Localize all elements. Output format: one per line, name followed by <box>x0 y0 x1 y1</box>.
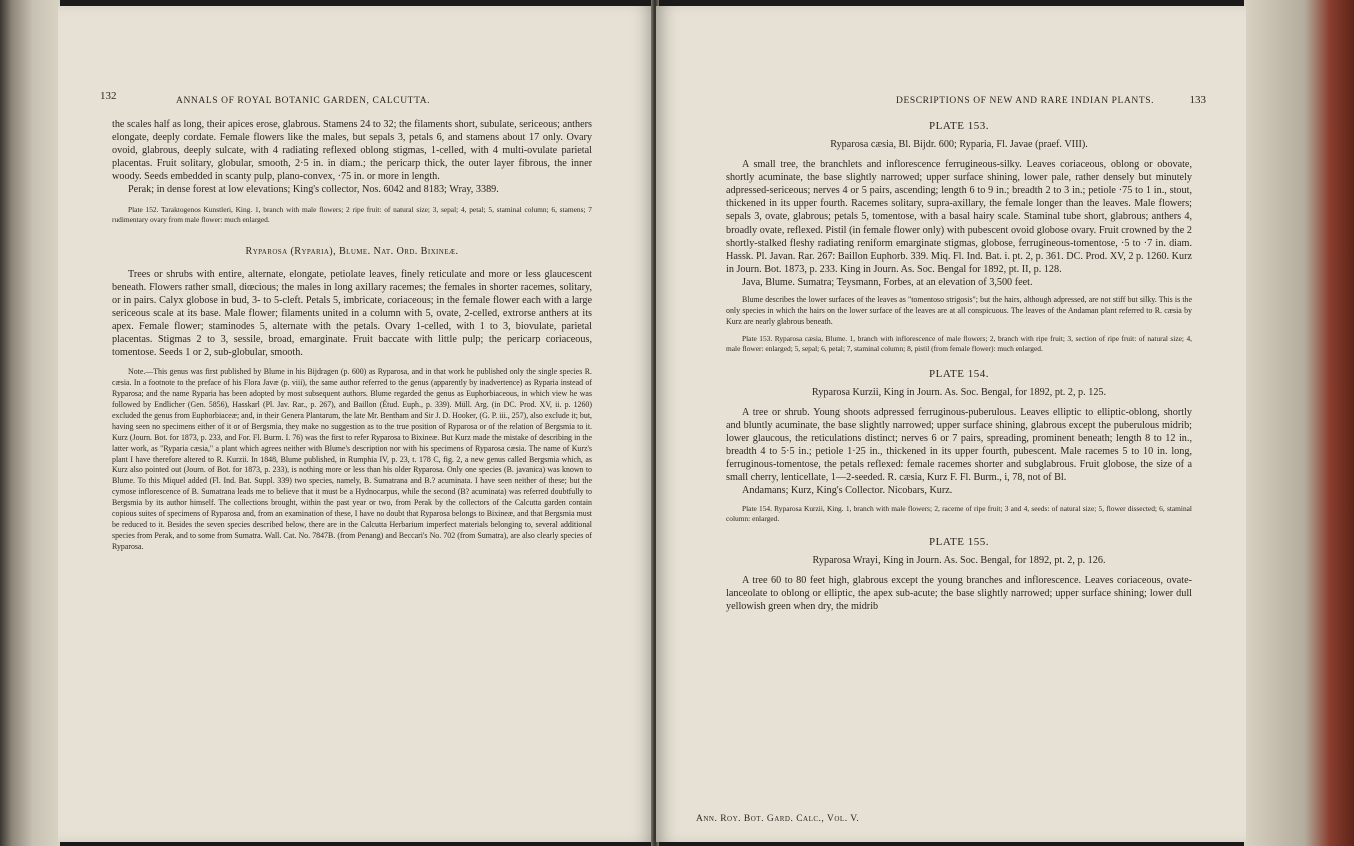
plate-154-heading: Ryparosa Kurzii, King in Journ. As. Soc. Bengal, for 1892, pt. 2, p. 125. <box>811 386 1107 398</box>
left-page-content <box>100 90 592 553</box>
plate-154-title: PLATE 154. <box>929 367 989 380</box>
right-page-footer: Ann. Roy. Bot. Gard. Calc., Vol. V. <box>696 814 860 824</box>
plate-153-description: A small tree, the branchlets and inflorescence ferrugineous-silky. Leaves coriaceous, oblong or obovate, shortly acuminate, the base slightly narrowed; upper surface shining, lower pale, rather densely but minutely adpressed-sericeous; nerves 4 or 5 pairs, ascending; length 6 to 9 in.; breadth 2 to 3 in.; petiole ·75 to 1 in., stout, thickened in its upper fourth. Racemes solitary, supra-axillary, the female longer than the leaves. Male flowers; sepals 3, ovate, glabrous; petals 5, tomentose, with a basal hairy scale. Staminal tube short, glabrous; anthers 4, broadly ovate, reflexed. Pistil (in female flower only) with pubescent ovoid globose ovary. Fruit crowned by the 2 shortly-stalked fleshy radiating reniform emarginate stigmas, globose, ferrugineous-tomentose, ·5 to ·7 in. diam. Hassk. Pl. Javan. Rar. 267: Baillon Euphorb. 339. Miq. Fl. Ind. Bat. i. pt. 2, p. 361. DC. Prod. XV, 2 p. 1260. Kurz in Journ. Bot. 1873, p. 233. King in Journ. As. Soc. Bengal for 1892, pt. II, p. 128. <box>726 159 1192 275</box>
locality-paragraph: Perak; in dense forest at low elevations; King's collector, Nos. 6042 and 8183; Wray, 3389. <box>128 184 499 196</box>
text-paragraph: the scales half as long, their apices erose, glabrous. Stamens 24 to 32; the filaments short, subulate, sericeous; anthers elongate, deeply cordate. Female flowers like the males, but sepals 3, petals 6, and stamens about 17 only. Ovary ovoid, glabrous, deeply sulcate, with 4 radiating reflexed oblong stigmas, 1-celled, with 4 multi-ovulate parietal placentas. Fruit solitary, globular, smooth, 2·5 in. in diam.; the pericarp thick, the outer layer fibrous, the inner woody. Seeds embedded in scanty pulp, plano-convex, ·75 in. or more in length. <box>112 119 592 183</box>
plate-154-description: A tree or shrub. Young shoots adpressed ferruginous-puberulous. Leaves elliptic to elliptic-oblong, shortly and bluntly acuminate, the base slightly narrowed; upper surface shining, glabrous except the puberulous midrib; lower glaucous, the reticulations distinct; nerves 6 or 7 pairs, spreading, prominent beneath; length 8 to 12 in., breadth 4 to 5·5 in.; petiole 1·25 in., thickened in its upper fourth, pubescent. Male racemes 5 to 10 in. long, ferruginous-tomentose, the petals reflexed: female racemes shorter and subglabrous. Fruit globose, the size of a small cherry, lenticellate, 1—2-seeded. R. cæsia, Kurz F. Fl. Burm., i, 78, not of Bl. <box>726 406 1192 484</box>
left-running-head <box>100 90 592 110</box>
plate-153-locality: Java, Blume. Sumatra; Teysmann, Forbes, at an elevation of 3,500 feet. <box>742 276 1033 288</box>
plate-153-heading: Ryparosa cæsia, Bl. Bijdr. 600; Ryparia, Fl. Javae (praef. VIII). <box>830 139 1088 150</box>
plate-155-description: A tree 60 to 80 feet high, glabrous except the young branches and inflorescence. Leaves coriaceous, ovate-lanceolate to oblong or elliptic, the apex sub-acute; the base slightly narrowed; upper surface shining; lower dull yellowish green when dry, the midrib <box>726 574 1192 612</box>
plate-caption: Plate 152. Taraktogenos Kunstleri, King. 1, branch with male flowers; 2 ripe fruit: of natural size; 3, sepal; 4, petal; 5, staminal column; 6, stamens; 7 rudimentary ovary from male flower: much enlarged. <box>112 204 592 224</box>
plate-153-title: PLATE 153. <box>929 120 989 132</box>
genus-heading: Ryparosa (Ryparia), Blume. Nat. Ord. Bixineæ. <box>245 245 459 257</box>
right-page <box>656 6 1246 842</box>
left-running-title: ANNALS OF ROYAL BOTANIC GARDEN, CALCUTTA. <box>176 96 431 106</box>
left-page <box>58 6 654 842</box>
genus-note: Note.—This genus was first published by Blume in his Bijdragen (p. 600) as Ryparosa, and in that work he published only the single species R. cæsia. In a footnote to the preface of his Flora Javæ (p. viii), the same author referred to the genus (apparently by inadvertence) as Ryparia instead of Ryparosa; and the name Ryparia has been adopted by most subsequent authors. Blume regarded the genus as Euphorbiaceous, in which view he was followed by Endlicher (Gen. 5856), Hasskarl (Pl. Jav. Rar., p. 267), and Baillon (Étud. Euph., p. 339). Müll. Arg. (in DC. Prod. XV, ii. p. 1260) excluded the genus from Euphorbiaceæ; and, in their Genera Plantarum, the late Mr. Bentham and Sir J. D. Hooker, (G. P. iii., 257), also exclude it; but, having seen no specimens either of it or of Bergsmia, they make no suggestion as to the true position of Ryparosa or of the relation of Bergsmia to it. Kurz (Journ. Bot. for 1873, p. 233, and For. Fl. Burm. I. 76) was the first to refer Ryparosa to Bixineæ. But Kurz made the mistake of describing in the latter work, as "Ryparia cæsia," a plant which agrees neither with Blume's description nor with his specimens of Ryparosa cæsia. The name of Kurz's plant I have therefore altered to R. Kurzii. In 1848, Blume published, in Rumphia IV, p. 23, t. 178 C, fig. 2, a new genus called Bergsmia which, as Kurz also pointed out (Journ. of Bot. for 1873, p. 233), is nothing more or less than his older Ryparosa. Only one species (B. javanica) was known to Blume. To this Miquel added (Fl. Ind. Bat. Suppl. 339) two species, namely, B. Sumatrana and B.? acuminata. I have seen neither of these; but the cymose inflorescence of B. Sumatrana leads me to believe that it must be a Hydnocarpus, while the second (B? acuminata) was referred doubtfully to Bergsmia by its author himself. The collections brought, within the past year or two, from Perak by the collectors of the Calcutta garden contain copious suites of specimens of Ryparosa and, from an examination of these, I have no doubt that Ryparosa belongs to Bixineæ, and that Bergsmia must be reduced to it. Besides the seven species described below, there are in the Calcutta Herbarium imperfect materials belonging to, several additional species from Perak, and to some from Sumatra. Wall. Cat. No. 7847B. (from Penang) and Beccari's No. 702 (from Sumatra), are also clearly species of Ryparosa. <box>112 367 592 551</box>
right-running-title: DESCRIPTIONS OF NEW AND RARE INDIAN PLANTS. <box>896 96 1155 106</box>
left-page-edges <box>0 0 60 846</box>
plate-153-note: Blume describes the lower surfaces of the leaves as "tomentoso strigosis"; but the hairs, although adpressed, are not stiff but silky. This is the only species in which the hairs on the lower surface of the leaves are at all conspicuous. The leaves of the Andaman plant referred to R. cæsia by Kurz are nearly glabrous beneath. <box>726 295 1192 326</box>
genus-description: Trees or shrubs with entire, alternate, elongate, petiolate leaves, finely reticulate and more or less glaucescent beneath. Flowers rather small, diœcious; the males in long axillary racemes; the females in shorter racemes, solitary, or in pairs. Calyx globose in bud, 3- to 5-cleft. Petals 5, imbricate, coriaceous; in the female flower each with a large sericeous scale at its base. Male flower; filaments united in a column with 5, ovate, 2-celled, extrorse anthers at its apex. Female flower; staminodes 5, alternate with the petals. Ovary 1-celled, with 1 to 3, biovulate, parietal placentas. Stigmas 2 to 3, sessile, broad, emarginate. Fruit baccate with little pulp; the pericarp coriaceous, tomentose. Seeds 1 or 2, sub-globular, smooth. <box>112 268 592 359</box>
right-page-edges <box>1244 0 1354 846</box>
right-page-number: 133 <box>1189 94 1206 106</box>
right-page-content <box>726 94 1206 613</box>
plate-154-caption: Plate 154. Ryparosa Kurzii, King. 1, branch with male flowers; 2, raceme of ripe fruit; 3 and 4, seeds: of natural size; 5, flower dissected; 6, staminal column: enlarged. <box>726 503 1192 523</box>
plate-155-heading: Ryparosa Wrayi, King in Journ. As. Soc. Bengal, for 1892, pt. 2, p. 126. <box>812 554 1106 566</box>
plate-153-caption: Plate 153. Ryparosa cæsia, Blume. 1, branch with inflorescence of male flowers; 2, branch with ripe fruit; 3, section of ripe fruit: of natural size; 4, male flower: enlarged; 5, sepal; 6, petal; 7, staminal column; 8, pistil (from female flower): much enlarged. <box>726 333 1192 353</box>
right-running-head <box>726 94 1206 112</box>
left-page-number: 132 <box>100 90 117 102</box>
plate-154-locality: Andamans; Kurz, King's Collector. Nicobars, Kurz. <box>742 485 953 497</box>
plate-155-title: PLATE 155. <box>929 535 989 548</box>
